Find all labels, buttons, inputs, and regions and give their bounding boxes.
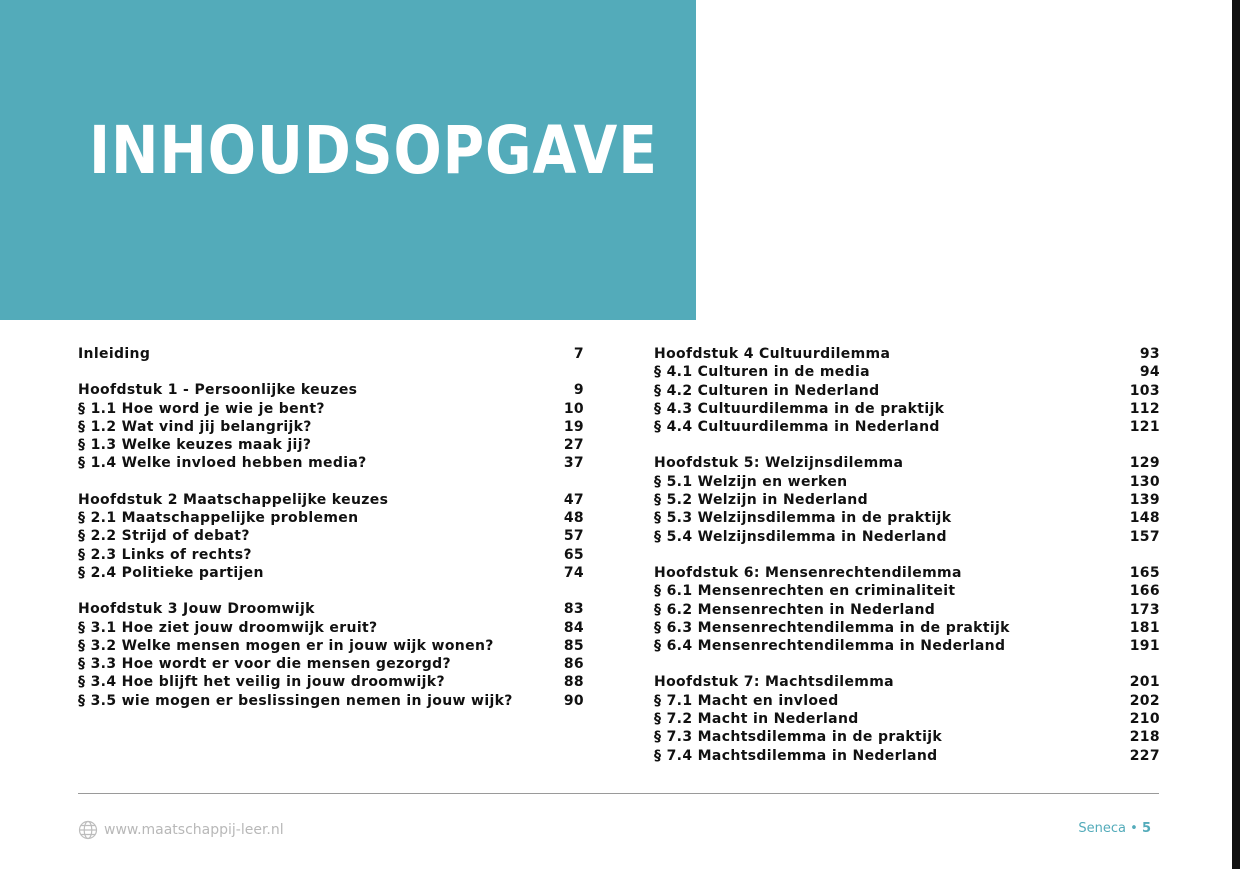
toc-label: Hoofdstuk 5: Welzijnsdilemma	[654, 455, 904, 472]
toc-label: Inleiding	[78, 346, 151, 362]
footer-website	[78, 820, 284, 840]
toc-page: 93	[1139, 346, 1160, 362]
toc-label: § 2.4 Politieke partijen	[78, 564, 264, 581]
toc-label: Hoofdstuk 3 Jouw Droomwijk	[78, 601, 315, 618]
toc-section	[78, 345, 584, 363]
toc-page: 103	[1129, 382, 1160, 399]
toc-page: 65	[563, 546, 584, 563]
toc-page: 84	[563, 619, 584, 636]
toc-label: § 5.4 Welzijnsdilemma in Nederland	[654, 528, 947, 545]
toc-right-column	[654, 345, 1160, 783]
toc-label: § 7.3 Machtsdilemma in de praktijk	[654, 729, 943, 746]
toc-entry	[78, 436, 584, 454]
toc-label: § 3.1 Hoe ziet jouw droomwijk eruit?	[78, 619, 378, 636]
page-title: INHOUDSOPGAVE	[89, 112, 658, 189]
toc-page: 94	[1139, 364, 1160, 381]
toc-label: § 5.3 Welzijnsdilemma in de praktijk	[654, 510, 952, 527]
toc-label: § 7.2 Macht in Nederland	[654, 711, 859, 728]
website-url: www.maatschappij-leer.nl	[104, 822, 284, 838]
toc-page: 121	[1129, 419, 1160, 436]
toc-page: 218	[1129, 729, 1160, 746]
toc-entry	[654, 528, 1160, 546]
toc-entry	[78, 400, 584, 418]
toc-entry	[654, 673, 1160, 691]
toc-section	[78, 381, 584, 472]
toc-entry	[78, 454, 584, 472]
toc-label: § 3.3 Hoe wordt er voor die mensen gezorgd?	[78, 656, 452, 673]
toc-page: 9	[573, 382, 584, 399]
toc-entry	[654, 473, 1160, 491]
toc-page: 10	[563, 400, 584, 417]
toc-entry	[78, 381, 584, 399]
toc-label: § 3.5 wie mogen er beslissingen nemen in jouw wijk?	[78, 692, 513, 709]
toc-page: 112	[1129, 400, 1160, 417]
toc-label: § 3.2 Welke mensen mogen er in jouw wijk wonen?	[78, 637, 494, 654]
footer-separator: •	[1130, 821, 1138, 836]
toc-label: § 1.1 Hoe word je wie je bent?	[78, 400, 325, 417]
toc-entry	[78, 418, 584, 436]
toc-section	[78, 491, 584, 582]
toc-entry	[78, 491, 584, 509]
toc-page: 90	[563, 692, 584, 709]
toc-label: § 2.2 Strijd of debat?	[78, 528, 250, 545]
toc-page: 166	[1129, 583, 1160, 600]
toc-page: 83	[563, 601, 584, 618]
toc-page: 27	[563, 437, 584, 454]
toc-label: § 1.3 Welke keuzes maak jij?	[78, 437, 312, 454]
toc-entry	[654, 692, 1160, 710]
toc-label: § 4.4 Cultuurdilemma in Nederland	[654, 419, 940, 436]
toc-label: § 6.2 Mensenrechten in Nederland	[654, 601, 936, 618]
toc-page: 7	[573, 346, 584, 362]
toc-page: 139	[1129, 492, 1160, 509]
toc-label: § 6.1 Mensenrechten en criminaliteit	[654, 583, 956, 600]
toc-label: § 4.3 Cultuurdilemma in de praktijk	[654, 400, 945, 417]
toc-page: 85	[563, 637, 584, 654]
toc-label: Hoofdstuk 7: Machtsdilemma	[654, 674, 894, 691]
toc-label: Hoofdstuk 4 Cultuurdilemma	[654, 346, 891, 362]
toc-entry	[654, 509, 1160, 527]
globe-icon	[78, 820, 98, 840]
toc-page: 57	[563, 528, 584, 545]
toc-entry	[78, 345, 584, 363]
toc-page: 173	[1129, 601, 1160, 618]
toc-page: 165	[1129, 564, 1160, 581]
toc-label: § 2.3 Links of rechts?	[78, 546, 252, 563]
toc-entry	[654, 582, 1160, 600]
toc-label: § 2.1 Maatschappelijke problemen	[78, 510, 359, 527]
toc-entry	[78, 564, 584, 582]
toc-page: 19	[563, 418, 584, 435]
toc-entry	[78, 655, 584, 673]
toc-page: 201	[1129, 674, 1160, 691]
toc-label: § 4.1 Culturen in de media	[654, 364, 870, 381]
toc-page: 181	[1129, 619, 1160, 636]
toc-entry	[654, 491, 1160, 509]
toc-label: § 5.1 Welzijn en werken	[654, 473, 848, 490]
toc-entry	[654, 728, 1160, 746]
publisher-name: Seneca	[1078, 821, 1126, 836]
toc-entry	[78, 509, 584, 527]
toc-page: 37	[563, 455, 584, 472]
toc-page: 157	[1129, 528, 1160, 545]
toc-entry	[654, 418, 1160, 436]
toc-page: 47	[563, 491, 584, 508]
toc-page: 148	[1129, 510, 1160, 527]
toc-label: § 7.1 Macht en invloed	[654, 692, 839, 709]
toc-left-column	[78, 345, 584, 728]
toc-entry	[654, 382, 1160, 400]
toc-entry	[654, 454, 1160, 472]
toc-section	[654, 673, 1160, 764]
footer-divider	[78, 793, 1159, 794]
toc-entry	[654, 747, 1160, 765]
toc-label: § 4.2 Culturen in Nederland	[654, 382, 880, 399]
toc-label: § 6.3 Mensenrechtendilemma in de praktijk	[654, 619, 1010, 636]
toc-page: 86	[563, 656, 584, 673]
toc-label: § 3.4 Hoe blijft het veilig in jouw droomwijk?	[78, 674, 445, 691]
toc-entry	[654, 710, 1160, 728]
toc-entry	[78, 619, 584, 637]
toc-entry	[654, 564, 1160, 582]
toc-section	[654, 564, 1160, 655]
toc-section	[78, 600, 584, 710]
toc-section	[654, 454, 1160, 545]
toc-page: 88	[563, 674, 584, 691]
toc-entry	[78, 692, 584, 710]
toc-entry	[654, 400, 1160, 418]
toc-entry	[654, 619, 1160, 637]
toc-page: 191	[1129, 638, 1160, 655]
toc-page: 202	[1129, 692, 1160, 709]
toc-page: 227	[1129, 747, 1160, 764]
toc-label: Hoofdstuk 6: Mensenrechtendilemma	[654, 564, 962, 581]
toc-entry	[78, 637, 584, 655]
toc-entry	[78, 600, 584, 618]
toc-page: 74	[563, 564, 584, 581]
toc-section	[654, 345, 1160, 436]
toc-page: 210	[1129, 711, 1160, 728]
toc-label: § 1.2 Wat vind jij belangrijk?	[78, 418, 312, 435]
toc-label: Hoofdstuk 1 - Persoonlijke keuzes	[78, 382, 358, 399]
toc-entry	[654, 601, 1160, 619]
header-banner	[0, 0, 696, 320]
toc-entry	[78, 546, 584, 564]
page-edge	[1232, 0, 1240, 869]
page-number: 5	[1141, 821, 1151, 836]
toc-label: § 6.4 Mensenrechtendilemma in Nederland	[654, 638, 1006, 655]
toc-label: § 5.2 Welzijn in Nederland	[654, 492, 868, 509]
toc-page: 48	[563, 510, 584, 527]
toc-entry	[78, 673, 584, 691]
toc-page: 129	[1129, 455, 1160, 472]
toc-entry	[654, 637, 1160, 655]
toc-page: 130	[1129, 473, 1160, 490]
toc-label: § 7.4 Machtsdilemma in Nederland	[654, 747, 938, 764]
toc-entry	[654, 345, 1160, 363]
footer-page-info	[1078, 821, 1151, 836]
toc-entry	[78, 527, 584, 545]
toc-label: § 1.4 Welke invloed hebben media?	[78, 455, 367, 472]
toc-label: Hoofdstuk 2 Maatschappelijke keuzes	[78, 491, 389, 508]
toc-entry	[654, 363, 1160, 381]
